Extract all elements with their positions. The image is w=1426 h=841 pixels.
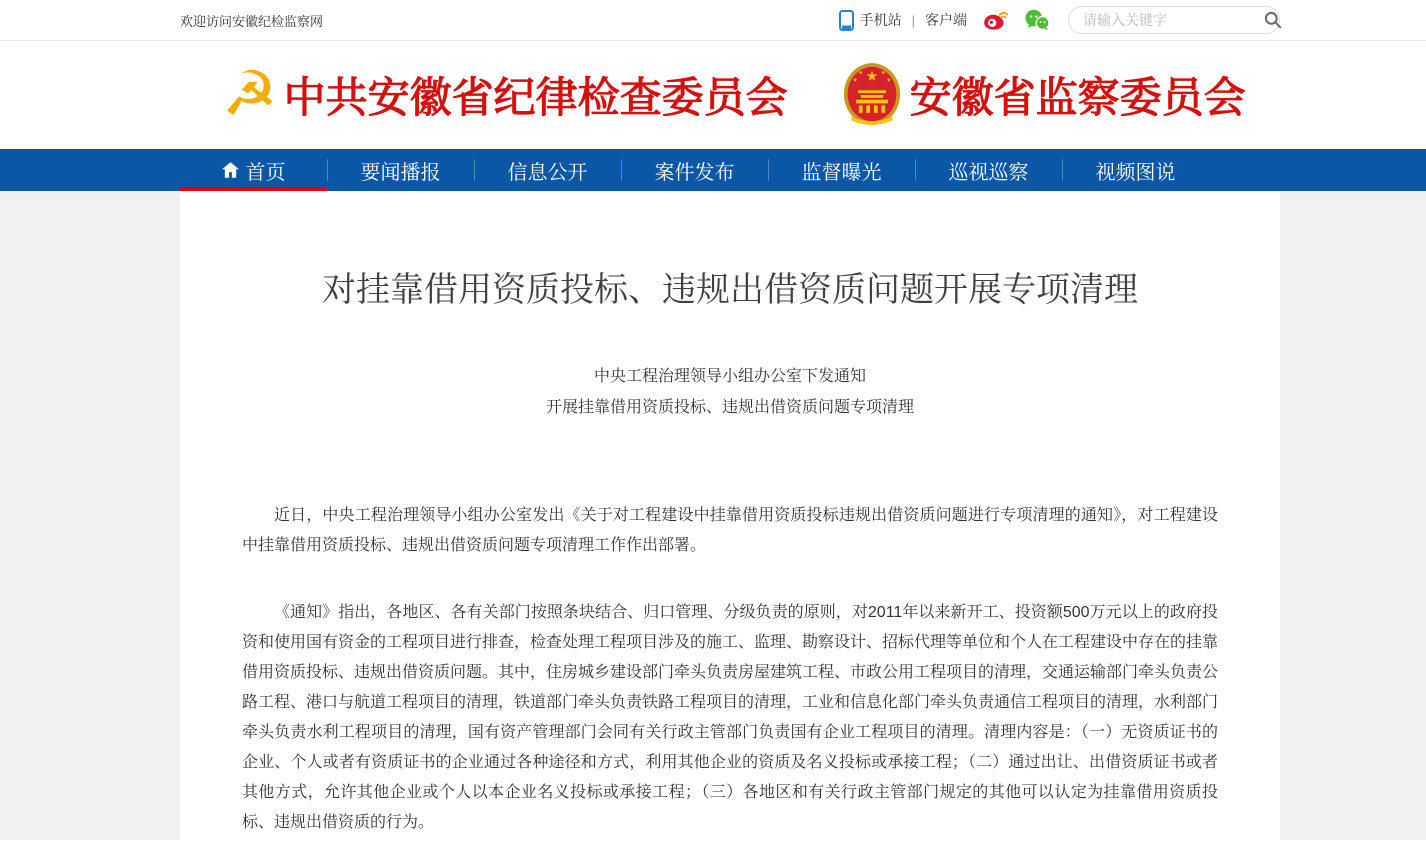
- nav-item-label: 信息公开: [507, 161, 588, 184]
- article-subtitle-line: 开展挂靠借用资质投标、违规出借资质问题专项清理: [545, 399, 914, 416]
- top-utility-bar: [0, 0, 1426, 41]
- search-input[interactable]: [1083, 12, 1264, 28]
- home-icon: [222, 162, 239, 178]
- nav-item-label: 案件发布: [654, 161, 735, 184]
- discipline-commission-logo[interactable]: [180, 60, 788, 130]
- nav-item-label: 首页: [245, 161, 286, 184]
- topbar-separator: |: [911, 12, 915, 28]
- nav-item-news[interactable]: [327, 149, 474, 191]
- nav-item-label: 巡视巡察: [948, 161, 1029, 184]
- nav-item-inspection-tours[interactable]: [915, 149, 1062, 191]
- national-emblem-icon: [842, 62, 902, 128]
- client-app-link[interactable]: [925, 10, 967, 30]
- search-box: [1068, 6, 1280, 34]
- party-emblem-icon: ☭: [222, 60, 278, 129]
- content-band: [0, 191, 1426, 840]
- nav-item-supervision-exposure[interactable]: [768, 149, 915, 191]
- mobile-site-label: 手机站: [859, 12, 902, 28]
- article-subtitle-line: 中央工程治理领导小组办公室下发通知: [593, 368, 866, 385]
- search-icon[interactable]: [1264, 11, 1282, 29]
- supervisory-commission-logo[interactable]: [842, 62, 1246, 128]
- main-navigation: [0, 149, 1426, 191]
- nav-item-label: 视频图说: [1095, 161, 1176, 184]
- nav-item-home[interactable]: [180, 149, 327, 191]
- nav-item-info-disclosure[interactable]: [474, 149, 621, 191]
- mobile-site-link[interactable]: [839, 10, 902, 31]
- article-title: 对挂靠借用资质投标、违规出借资质问题开展专项清理: [322, 271, 1138, 309]
- discipline-commission-title: 中共安徽省纪律检查委员会: [283, 74, 788, 121]
- article-panel: [180, 191, 1280, 840]
- nav-item-video-pictures[interactable]: [1062, 149, 1209, 191]
- welcome-text: 欢迎访问安徽纪检监察网: [180, 13, 324, 29]
- masthead: [0, 41, 1426, 149]
- client-app-label: 客户端: [925, 12, 967, 28]
- article-paragraph: 《通知》指出，各地区、各有关部门按照条块结合、归口管理、分级负责的原则，对2011年以来新开工、投资额500万元以上的政府投资和使用国有资金的工程项目进行排查，检查处理工程项目涉及的施工、监理、勘察设计、招标代理等单位和个人在工程建设中存在的挂靠借用资质投标、违规出借资质问题。其中，住房城乡建设部门牵头负责房屋建筑工程、市政公用工程项目的清理，交通运输部门牵头负责公路工程、港口与航道工程项目的清理，铁道部门牵头负责铁路工程项目的清理，工业和信息化部门牵头负责通信工程项目的清理，水利部门牵头负责水利工程项目的清理，国有资产管理部门会同有关行政主管部门负责国有企业工程项目的清理。清理内容是：（一）无资质证书的企业、个人或者有资质证书的企业通过各种途径和方式，利用其他企业的资质及名义投标或承接工程；（二）通过出让、出借资质证书或者其他方式，允许其他企业或个人以本企业名义投标或承接工程；（三）各地区和有关行政主管部门规定的其他可以认定为挂靠借用资质投标、违规出借资质的行为。: [242, 604, 1219, 831]
- nav-item-case-release[interactable]: [621, 149, 768, 191]
- nav-item-label: 要闻播报: [360, 161, 441, 184]
- article-body: [180, 501, 1280, 838]
- nav-item-label: 监督曝光: [801, 161, 882, 184]
- supervisory-commission-title: 安徽省监察委员会: [909, 74, 1246, 121]
- weibo-icon[interactable]: [983, 9, 1008, 31]
- wechat-icon[interactable]: [1024, 9, 1050, 31]
- article-subtitles: [180, 361, 1280, 423]
- topbar-right-tools: [839, 6, 1280, 34]
- article-paragraph: 近日，中央工程治理领导小组办公室发出《关于对工程建设中挂靠借用资质投标违规出借资质问题进行专项清理的通知》，对工程建设中挂靠借用资质投标、违规出借资质问题专项清理工作作出部署。: [242, 507, 1218, 554]
- mobile-phone-icon: [839, 10, 854, 31]
